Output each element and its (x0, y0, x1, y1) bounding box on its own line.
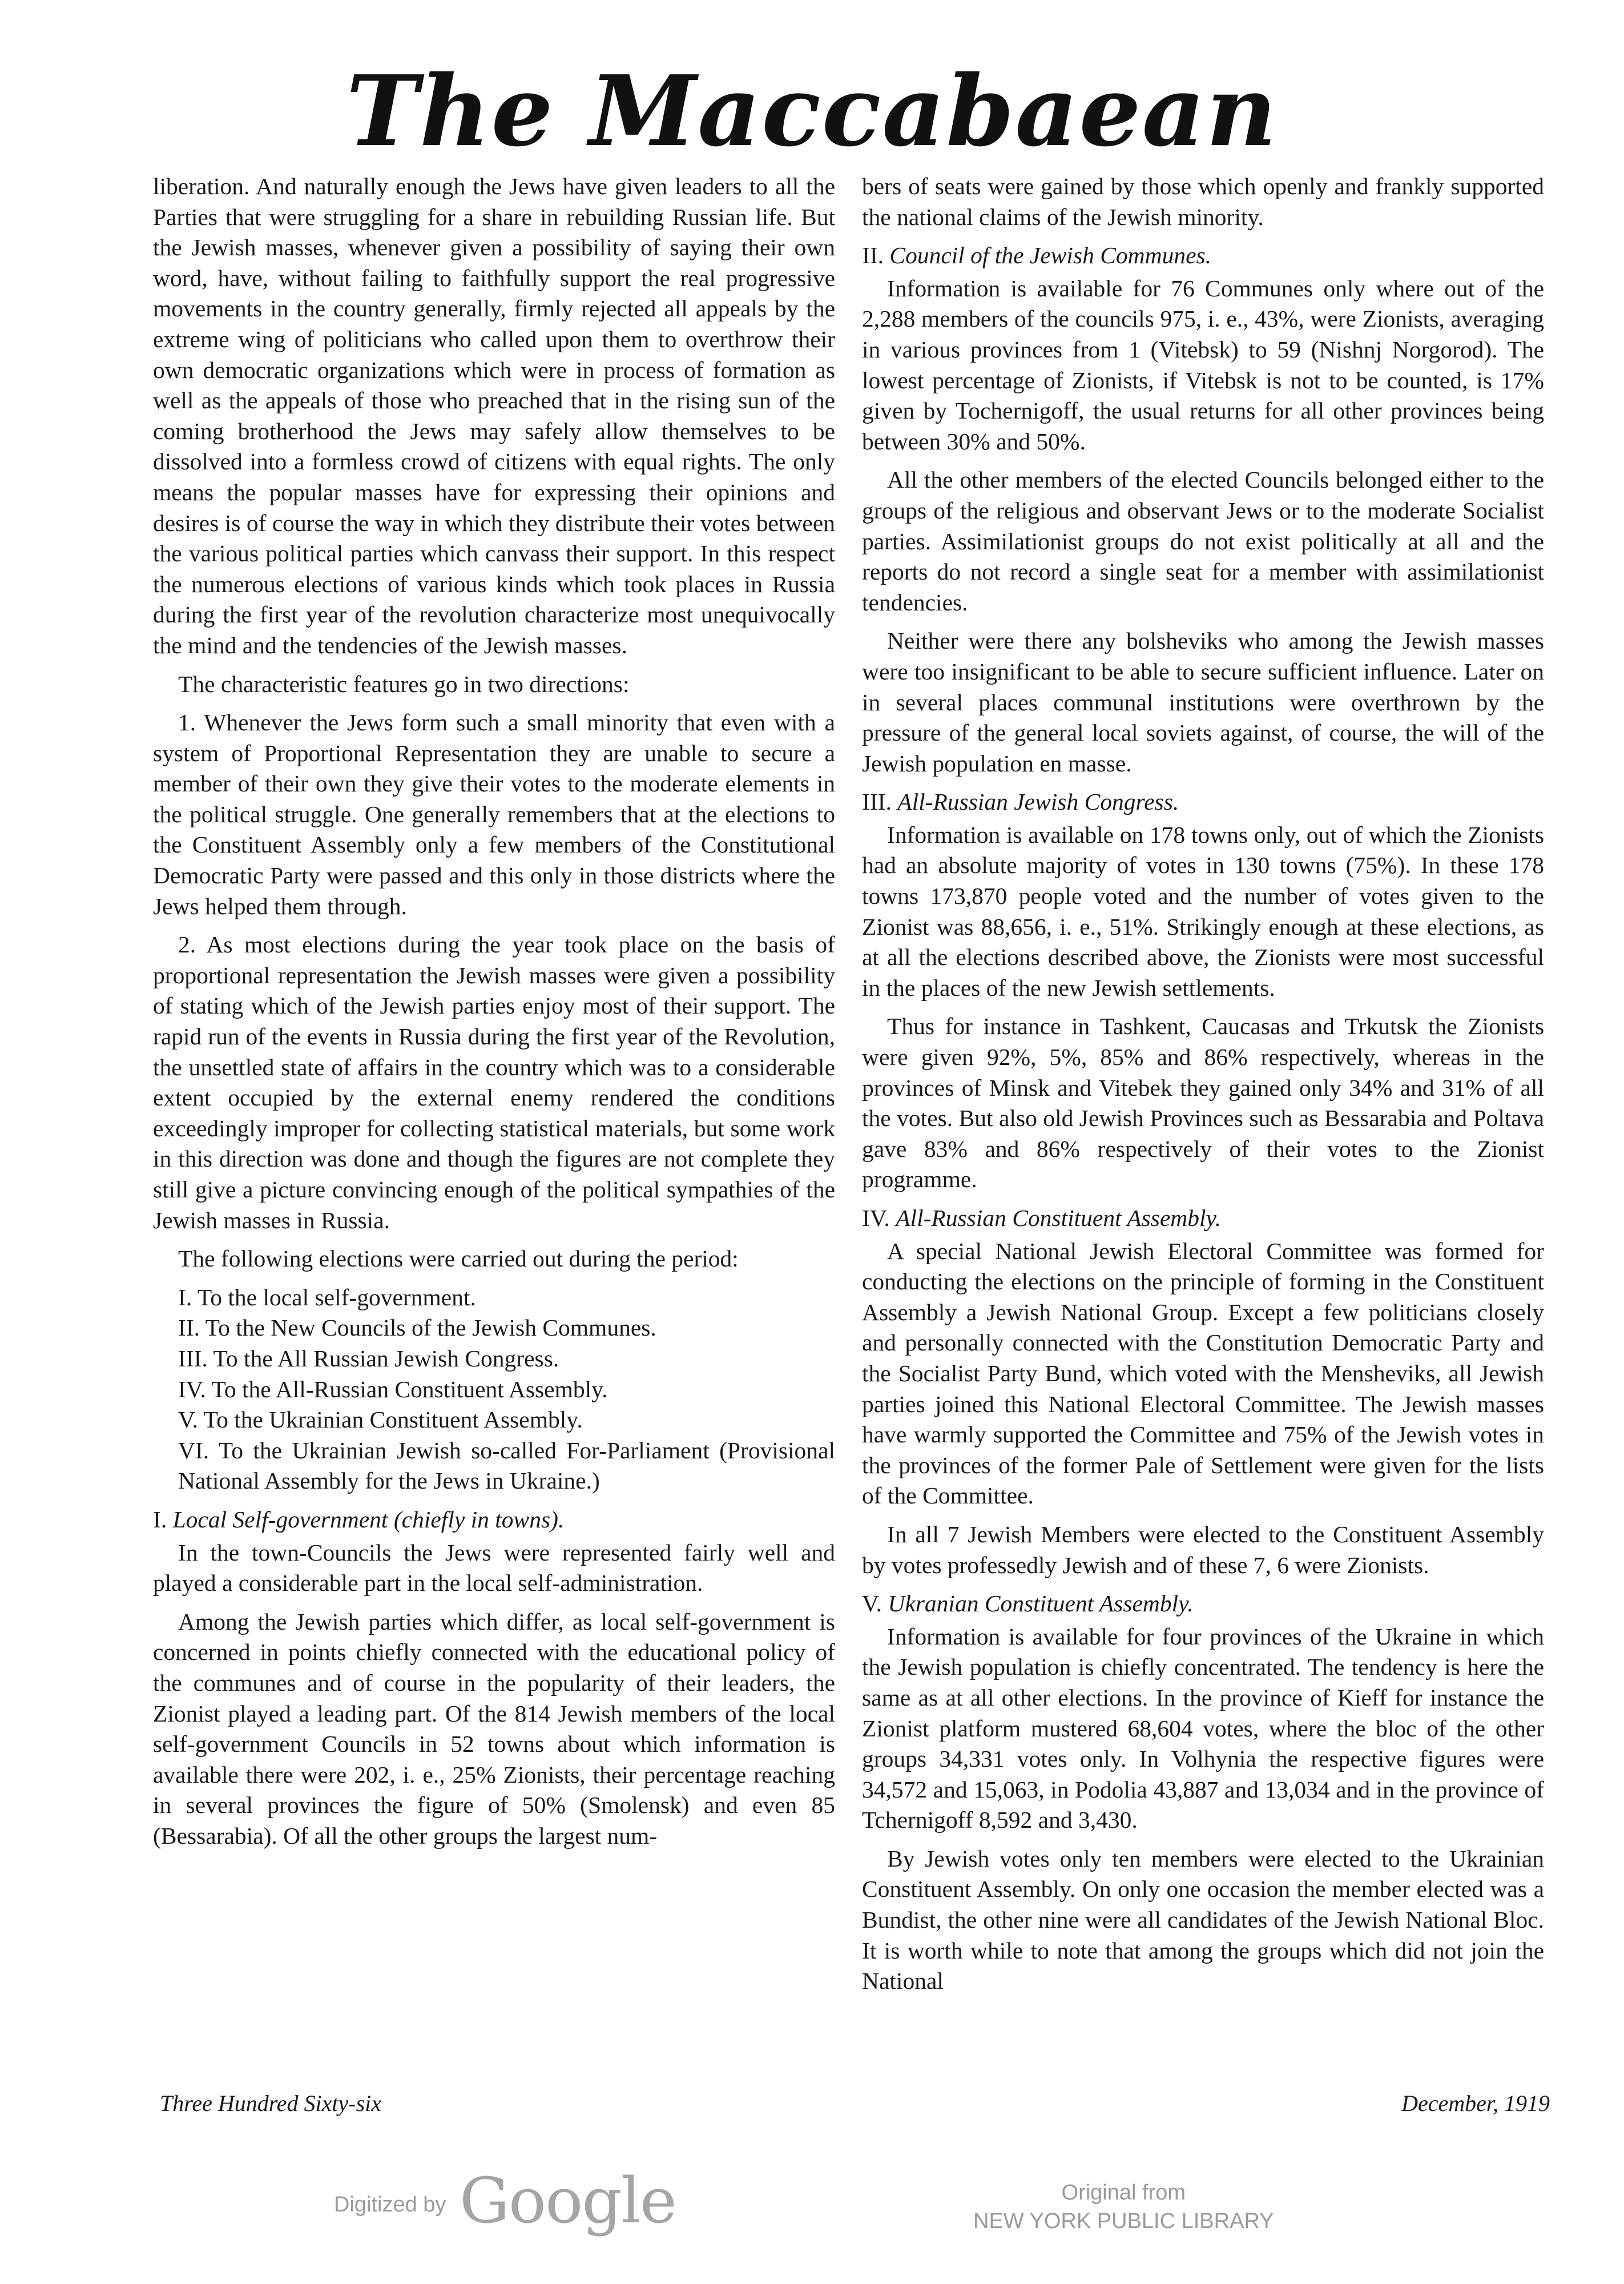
section-number: IV. (862, 1205, 890, 1231)
paragraph: liberation. And naturally enough the Jews have given leaders to all the Parties that were struggling for a share in rebuilding Russian life. But the Jewish masses, whenever given a possibility of saying their own word, have, without failing to faithfully support the real progressive movements in the country generally, firmly rejected all appeals by the extreme wing of politicians who called upon them to overthrow their own democratic organizations which were in process of formation as well as the appeals of those who preached that in the rising sun of the coming brotherhood the Jews may safely allow themselves to be dissolved into a formless crowd of citizens with equal rights. The only means the popular masses have for expressing their opinions and desires is of course the way in which they distribute their votes between the various political parties which canvass their support. In this respect the numerous elections of various kinds which took places in Russia during the first year of the revolution characterize most unequivocally the mind and the tendencies of the Jewish masses. (153, 173, 835, 658)
section-heading-3 (862, 787, 1544, 818)
paragraph: Information is available for four provinces of the Ukraine in which the Jewish population is chiefly concentrated. The tendency is here the same as at all other elections. In the province of Kieff for instance the Zionist platform mustered 68,604 votes, where the bloc of the other groups 34,331 votes only. In Volhynia the respective figures were 34,572 and 15,063, in Podolia 43,887 and 13,034 and in the province of Tchernigoff 8,592 and 3,430. (862, 1623, 1544, 1833)
paragraph: Information is available for 76 Communes only where out of the 2,288 members of the councils 975, i. e., 43%, were Zionists, averaging in various provinces from 1 (Vitebsk) to 59 (Nishnj Norgorod). The lowest percentage of Zionists, if Vitebsk is not to be counted, is 17% given by Tochernigoff, the usual returns for all other provinces being between 30% and 50%. (862, 275, 1544, 455)
google-logo: Google (460, 2164, 676, 2237)
section-number: III. (862, 789, 892, 815)
list-item: V. To the Ukrainian Constituent Assembly. (178, 1406, 583, 1433)
paragraph: The following elections were carried out during the period: (178, 1245, 739, 1272)
page-number: Three Hundred Sixty-six (160, 2090, 382, 2116)
paragraph: By Jewish votes only ten members were elected to the Ukrainian Constituent Assembly. On only one occasion the member elected was a Bundist, the other nine were all candidates of the Jewish National Bloc. It is worth while to note that among the groups which did not join the National (862, 1845, 1544, 1995)
paragraph: 1. Whenever the Jews form such a small minority that even with a system of Proportional Representation they are unable to secure a member of their own they give their votes to the moderate elements in the political struggle. One generally remembers that at the elections to the Constituent Assembly only a few members of the Constitutional Democratic Party were passed and this only in those districts where the Jews helped them through. (153, 709, 835, 919)
list-item: III. To the All Russian Jewish Congress. (178, 1345, 559, 1372)
section-number: I. (153, 1506, 167, 1533)
digitized-by-label: Digitized by (334, 2193, 446, 2217)
section-title: All-Russian Jewish Congress. (897, 789, 1179, 815)
section-title: Local Self-government (172, 1506, 388, 1533)
paragraph: Thus for instance in Tashkent, Caucasas and Trkutsk the Zionists were given 92%, 5%, 85% and 86% respectively, whereas in the provinces of Minsk and Vitebek they gained only 34% and 31% of all the votes. But also old Jewish Provinces such as Bessarabia and Poltava gave 83% and 86% respectively of their votes to the Zionist programme. (862, 1013, 1544, 1193)
paragraph: A special National Jewish Electoral Committee was formed for conducting the elections on the principle of forming in the Constituent Assembly a Jewish National Group. Except a few politicians closely and personally connected with the Constitution Democratic Party and the Socialist Party Bund, which voted with the Mensheviks, all Jewish parties joined this National Electoral Committee. The Jewish masses have warmly supported the Committee and 75% of the Jewish votes in the provinces of the former Pale of Settlement were given for the lists of the Committee. (862, 1237, 1544, 1509)
paragraph: 2. As most elections during the year took place on the basis of proportional representation the Jewish masses were given a possibility of stating which of the Jewish parties enjoy most of their support. The rapid run of the events in Russia during the first year of the Revolution, the unsettled state of affairs in the country which was to a considerable extent occupied by the external enemy rendered the conditions exceedingly improper for collecting statistical materials, but some work in this direction was done and though the figures are not complete they still give a picture convincing enough of the political sympathies of the Jewish masses in Russia. (153, 931, 835, 1233)
section-subtitle: (chiefly in towns). (393, 1506, 565, 1533)
paragraph: bers of seats were gained by those which openly and frankly supported the national claims of the Jewish minority. (862, 173, 1544, 230)
list-item: I. To the local self-government. (178, 1284, 476, 1310)
paragraph: All the other members of the elected Councils belonged either to the groups of the religious and observant Jews or to the moderate Socialist parties. Assimilationist groups do not exist politically at all and the reports do not record a single seat for a member with assimilationist tendencies. (862, 467, 1544, 616)
library-name: NEW YORK PUBLIC LIBRARY (973, 2209, 1274, 2233)
section-heading-4 (862, 1203, 1544, 1234)
paragraph: Information is available on 178 towns only, out of which the Zionists had an absolute majority of votes in 130 towns (75%). In these 178 towns 173,870 people voted and the number of votes given to the Zionist was 88,656, i. e., 51%. Strikingly enough at these elections, as at all the elections described above, the Zionists were most successful in the places of the new Jewish settlements. (862, 821, 1544, 1001)
section-heading-5 (862, 1589, 1544, 1619)
list-item: IV. To the All-Russian Constituent Assembly. (178, 1376, 608, 1402)
paragraph: The characteristic features go in two directions: (178, 670, 630, 697)
source-library-label (973, 2178, 1274, 2235)
original-from-label: Original from (1061, 2181, 1186, 2205)
section-title: All-Russian Constituent Assembly. (896, 1205, 1222, 1231)
section-number: II. (862, 242, 884, 269)
section-heading-2 (862, 240, 1544, 271)
masthead-title: The Maccabaean (346, 54, 1278, 168)
paragraph: In the town-Councils the Jews were represented fairly well and played a considerable part in the local self-administration. (153, 1539, 835, 1597)
section-heading-1 (153, 1505, 835, 1535)
paragraph: In all 7 Jewish Members were elected to the Constituent Assembly by votes professedly Jewish and of these 7, 6 were Zionists. (862, 1521, 1544, 1578)
section-title: Ukranian Constituent Assembly. (888, 1590, 1194, 1617)
section-title: Council of the Jewish Communes. (889, 242, 1212, 269)
left-column (153, 171, 835, 1859)
list-item: II. To the New Councils of the Jewish Communes. (178, 1314, 656, 1341)
issue-date: December, 1919 (1401, 2090, 1550, 2116)
section-number: V. (862, 1590, 882, 1617)
right-column (862, 171, 1544, 2005)
paragraph: Among the Jewish parties which differ, as local self-government is concerned in points chiefly connected with the educational policy of the communes and of course in the popularity of their leaders, the Zionist played a leading part. Of the 814 Jewish members of the local self-government Councils in 52 towns about which information is available there were 202, i. e., 25% Zionists, their percentage reaching in several provinces the figure of 50% (Smolensk) and even 85 (Bessarabia). Of all the other groups the largest num- (153, 1608, 835, 1849)
list-item: VI. To the Ukrainian Jewish so-called For-Parliament (Provisional National Assembly for the Jews in Ukraine.) (178, 1437, 835, 1494)
paragraph: Neither were there any bolsheviks who among the Jewish masses were too insignificant to be able to secure sufficient influence. Later on in several places communal institutions were overthrown by the pressure of the general local soviets against, of course, the will of the Jewish population en masse. (862, 628, 1544, 777)
